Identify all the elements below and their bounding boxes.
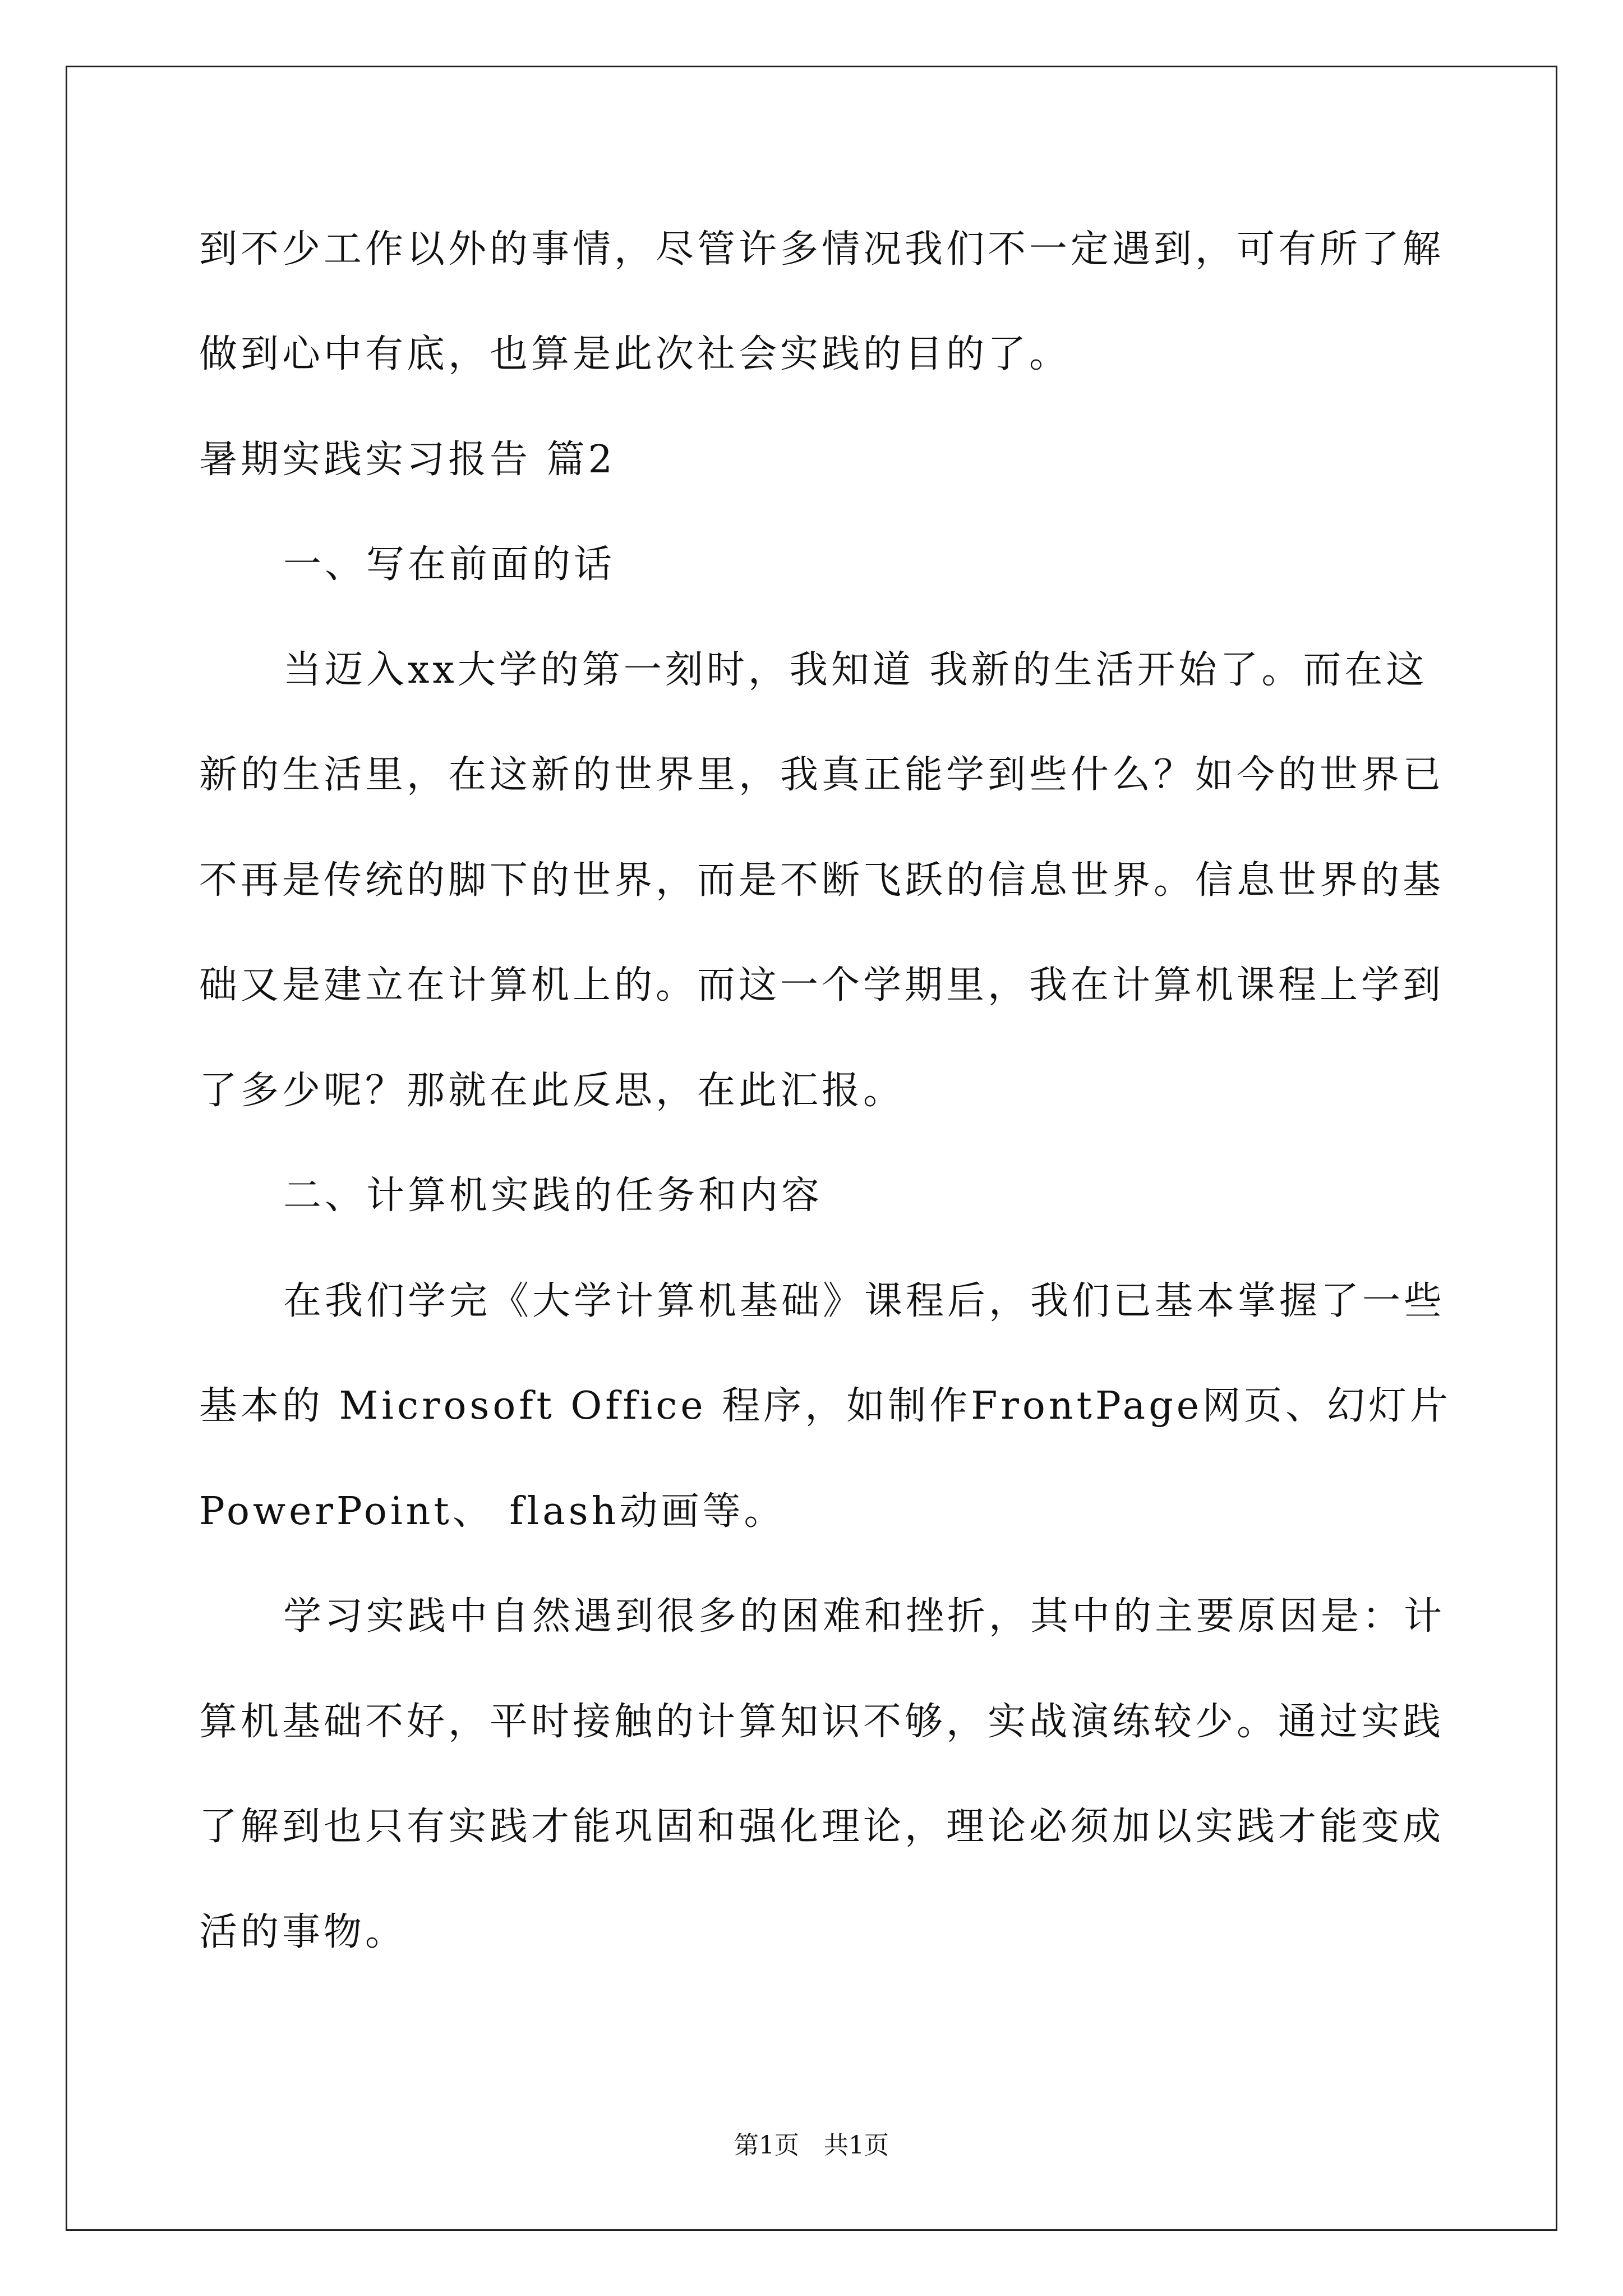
page-number: 第1页 共1页 [734,2131,889,2160]
text-line-17: 活的事物。 [199,1910,407,1954]
text-line-2: 做到心中有底，也算是此次社会实践的目的了。 [199,332,1071,376]
subheading-2: 二、计算机实践的任务和内容 [283,1174,823,1218]
text-line-16: 了解到也只有实践才能巩固和强化理论，理论必须加以实践才能变成 [199,1805,1445,1849]
section-heading: 暑期实践实习报告 篇2 [199,438,616,482]
text-line-14: 学习实践中自然遇到很多的困难和挫折，其中的主要原因是：计 [283,1594,1446,1639]
text-line-13: PowerPoint、 flash动画等。 [199,1489,786,1534]
text-line-6: 新的生活里，在这新的世界里，我真正能学到些什么？如今的世界已 [199,753,1445,797]
text-line-15: 算机基础不好，平时接触的计算知识不够，实战演练较少。通过实践 [199,1700,1445,1744]
text-line-9: 了多少呢？那就在此反思，在此汇报。 [199,1069,905,1113]
text-line-8: 础又是建立在计算机上的。而这一个学期里，我在计算机课程上学到 [199,963,1445,1007]
text-line-11: 在我们学完《大学计算机基础》课程后，我们已基本掌握了一些 [283,1279,1446,1323]
text-line-12: 基本的 Microsoft Office 程序，如制作FrontPage网页、幻灯片 [199,1384,1451,1428]
page-border [66,66,1557,2231]
subheading-1: 一、写在前面的话 [283,542,616,587]
text-line-5: 当迈入xx大学的第一刻时，我知道 我新的生活开始了。而在这 [283,648,1428,692]
text-line-7: 不再是传统的脚下的世界，而是不断飞跃的信息世界。信息世界的基 [199,858,1445,903]
text-line-1: 到不少工作以外的事情，尽管许多情况我们不一定遇到，可有所了解 [199,227,1445,272]
